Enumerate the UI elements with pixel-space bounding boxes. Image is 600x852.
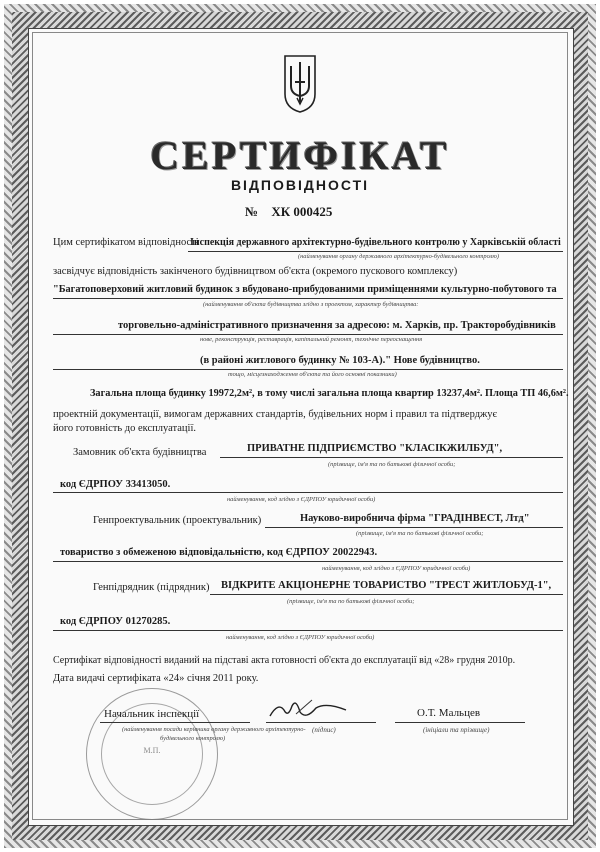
certificate-title: СЕРТИФІКАТ [150,133,450,178]
area-line: Загальна площа будинку 19972,2м², в тому числі загальна площа квартир 13237,4м². Площа ТП 46,6м². [90,388,569,399]
certificate-subtitle: ВІДПОВІДНОСТІ [230,177,370,193]
contractor-label: Генпідрядник (підрядник) [93,582,210,593]
issuer-name: Інспекція державного архітектурно-будівельного контролю у Харківській області [190,237,561,248]
customer-label: Замовник об'єкта будівництва [73,447,207,458]
signer-note: (ініціали та прізвище) [423,726,490,734]
head-title-underline [100,722,250,723]
certificate-number [245,204,332,220]
object-note-2: нове, реконструкція, реставрація, капітальний ремонт, технічне переоснащення [200,336,423,343]
designer-code: товариство з обмеженою відповідальністю, код ЄДРПОУ 20022943. [60,547,378,558]
customer-code-underline [53,492,563,493]
object-underline-3 [53,369,563,370]
customer-entity-note: найменування, код згідно з ЄДРПОУ юридичної особи) [227,496,376,503]
number-symbol: № [245,204,259,219]
designer-label: Генпроектувальник (проектувальник) [93,515,262,526]
designer-entity-note: найменування, код згідно з ЄДРПОУ юридичної особи) [322,565,471,572]
issue-date: Дата видачі сертифіката «24» січня 2011 року. [53,673,259,684]
contractor-person-note: (прізвище, ім'я та по батькові фізичної особи; [287,598,415,605]
designer-underline [265,527,563,528]
designer-code-underline [53,561,563,562]
object-name: "Багатоповерховий житловий будинок з вбудовано-прибудованими приміщеннями культурно-побутового та [53,284,557,295]
object-name-cont: торговельно-адміністративного призначення за адресою: м. Харків, пр. Тракторобудівників [118,320,556,331]
trident-emblem-icon [283,52,317,114]
designer-person-note: (прізвище, ім'я та по батькові фізичної особи; [356,530,484,537]
head-title: Начальник інспекції [104,708,200,720]
attests-text: засвідчує відповідність закінченого будівництвом об'єкта (окремого пускового комплексу) [53,266,458,277]
basis-text: Сертифікат відповідності виданий на підставі акта готовності об'єкта до експлуатації від «28» грудня 2010р. [53,655,516,666]
signature-note: (підпис) [312,726,336,734]
customer-name: ПРИВАТНЕ ПІДПРИЄМСТВО "КЛАСІКЖИЛБУД", [247,443,503,454]
object-underline-1 [53,298,563,299]
signature-underline [266,722,376,723]
object-underline-2 [53,334,563,335]
head-note-2: будівельного контролю) [160,735,226,742]
object-note-1: (найменування об'єкта будівництва згідно з проектом, характер будівництва: [203,301,419,308]
object-name-cont2: (в районі житлового будинку № 103-А)." Нове будівництво. [200,355,480,366]
contractor-underline [210,594,563,595]
designer-name: Науково-виробнича фірма "ГРАДІНВЕСТ, Лтд" [300,513,530,524]
issuer-underline [188,251,563,252]
compliance-text-2: його готовність до експлуатації. [53,423,196,434]
contractor-code-underline [53,630,563,631]
customer-underline [220,457,563,458]
head-note-1: (найменування посади керівника органу державного архітектурно- [122,726,306,733]
customer-person-note: (прізвище, ім'я та по батькові фізичної особи; [328,461,456,468]
number-value: ХК 000425 [271,204,333,219]
object-note-3: тощо, місцезнаходження об'єкта та його основні показники) [228,371,397,378]
contractor-name: ВІДКРИТЕ АКЦІОНЕРНЕ ТОВАРИСТВО "ТРЕСТ ЖИТЛОБУД-1", [221,580,552,591]
customer-code: код ЄДРПОУ 33413050. [60,479,171,490]
contractor-code: код ЄДРПОУ 01270285. [60,616,171,627]
stamp-mark: М.П. [143,746,161,755]
contractor-entity-note: найменування, код згідно з ЄДРПОУ юридичної особи) [226,634,375,641]
signer-name: О.Т. Мальцев [417,707,481,719]
intro-text: Цим сертифікатом відповідності [53,237,199,248]
signer-underline [395,722,525,723]
signature-scribble-icon [266,696,350,724]
issuer-note: (найменування органу державного архітектурно-будівельного контролю) [298,253,500,260]
compliance-text-1: проектній документації, вимогам державних стандартів, будівельних норм і правил та підтверджує [53,409,498,420]
